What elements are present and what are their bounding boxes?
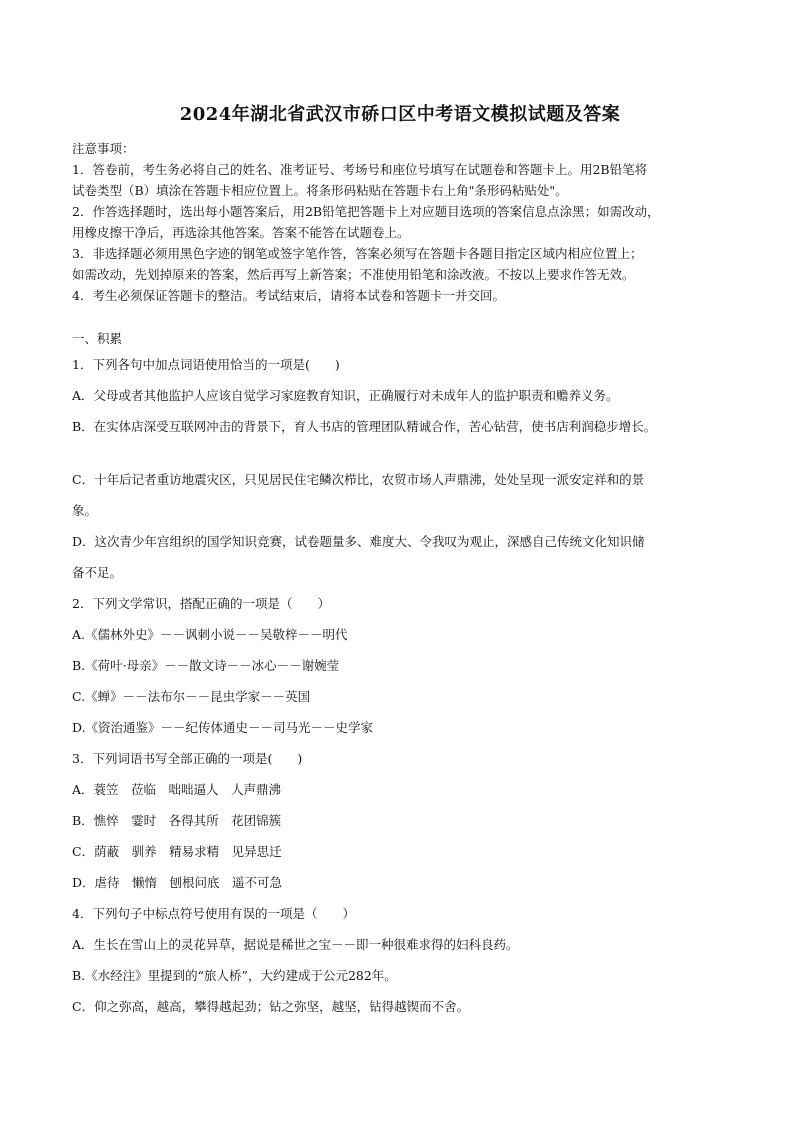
question-stem: 1．下列各句中加点词语使用恰当的一项是( ) <box>72 357 340 372</box>
notice-heading: 注意事项： <box>72 141 135 156</box>
notice-line: 用橡皮擦干净后，再选涂其他答案。答案不能答在试题卷上。 <box>72 225 410 240</box>
notice-line: 试卷类型（B）填涂在答题卡相应位置上。将条形码粘贴在答题卡右上角"条形码粘贴处"。 <box>72 183 568 198</box>
option-c: C．荫蔽 驯养 精易求精 见异思迁 <box>72 844 282 859</box>
notice-line: 4．考生必须保证答题卡的整洁。考试结束后，请将本试卷和答题卡一并交回。 <box>72 288 505 303</box>
notice-line: 2．作答选择题时，选出每小题答案后，用2B铅笔把答题卡上对应题目选项的答案信息点涂黑；如需改动， <box>72 204 660 219</box>
question-4 <box>72 898 728 1022</box>
option-d: D．虐待 懒惰 刨根问底 遥不可急 <box>72 875 283 890</box>
option-a: A．蓑笠 莅临 咄咄逼人 人声鼎沸 <box>72 782 282 797</box>
notice-section <box>72 138 728 306</box>
option-c: C.《蝉》－－法布尔－－昆虫学家－－英国 <box>72 689 311 704</box>
option-d: D．这次青少年宫组织的国学知识竞赛，试卷题量多、难度大、令我叹为观止，深感自己传统文化知识储 <box>72 534 645 549</box>
option-b: B.《荷叶·母亲》－－散文诗－－冰心－－谢婉莹 <box>72 658 340 673</box>
section-heading: 一、积累 <box>72 331 123 346</box>
option-a: A．生长在雪山上的灵花异草，据说是稀世之宝－－即一种很难求得的妇科良药。 <box>72 937 519 952</box>
page-title: 2024年湖北省武汉市硚口区中考语文模拟试题及答案 <box>179 104 621 125</box>
option-c: C．仰之弥高，越高，攀得越起劲；钻之弥坚，越坚，钻得越锲而不舍。 <box>72 999 470 1014</box>
notice-line: 1．答卷前，考生务必将自己的姓名、准考证号、考场号和座位号填写在试题卷和答题卡上。用2B铅笔将 <box>72 162 648 177</box>
question-stem: 3．下列词语书写全部正确的一项是( ) <box>72 751 303 766</box>
notice-line: 如需改动，先划掉原来的答案，然后再写上新答案；不准使用铅笔和涂改液。不按以上要求作答无效。 <box>72 267 635 282</box>
option-b: B．憔悴 霎时 各得其所 花团锦簇 <box>72 813 282 828</box>
option-b: B．在实体店深受互联网冲击的背景下，育人书店的管理团队精诚合作，苦心钻营，使书店利润稳步增长。 <box>72 419 657 434</box>
option-c-continued: 象。 <box>72 503 98 518</box>
question-1 <box>72 349 728 588</box>
question-2 <box>72 588 728 743</box>
option-d: D.《资治通鉴》－－纪传体通史－－司马光－－史学家 <box>72 720 374 735</box>
question-stem: 2．下列文学常识，搭配正确的一项是（ ） <box>72 596 330 611</box>
option-d-continued: 备不足。 <box>72 565 123 580</box>
document-page <box>72 100 728 1022</box>
option-a: A.《儒林外史》－－讽刺小说－－吴敬梓－－明代 <box>72 627 348 642</box>
option-b: B.《水经注》里提到的“旅人桥”，大约建成于公元282年。 <box>72 968 397 983</box>
spacer <box>72 442 728 464</box>
notice-line: 3．非选择题必须用黑色字迹的钢笔或签字笔作答，答案必须写在答题卡各题目指定区域内相应位置上； <box>72 246 643 261</box>
question-stem: 4．下列句子中标点符号使用有误的一项是（ ） <box>72 906 355 921</box>
option-c: C．十年后记者重访地震灾区，只见居民住宅鳞次栉比，农贸市场人声鼎沸，处处呈现一派安定祥和的景 <box>72 472 645 487</box>
option-a: A．父母或者其他监护人应该自觉学习家庭教育知识，正确履行对未成年人的监护职责和赡养义务。 <box>72 388 619 403</box>
question-3 <box>72 743 728 898</box>
